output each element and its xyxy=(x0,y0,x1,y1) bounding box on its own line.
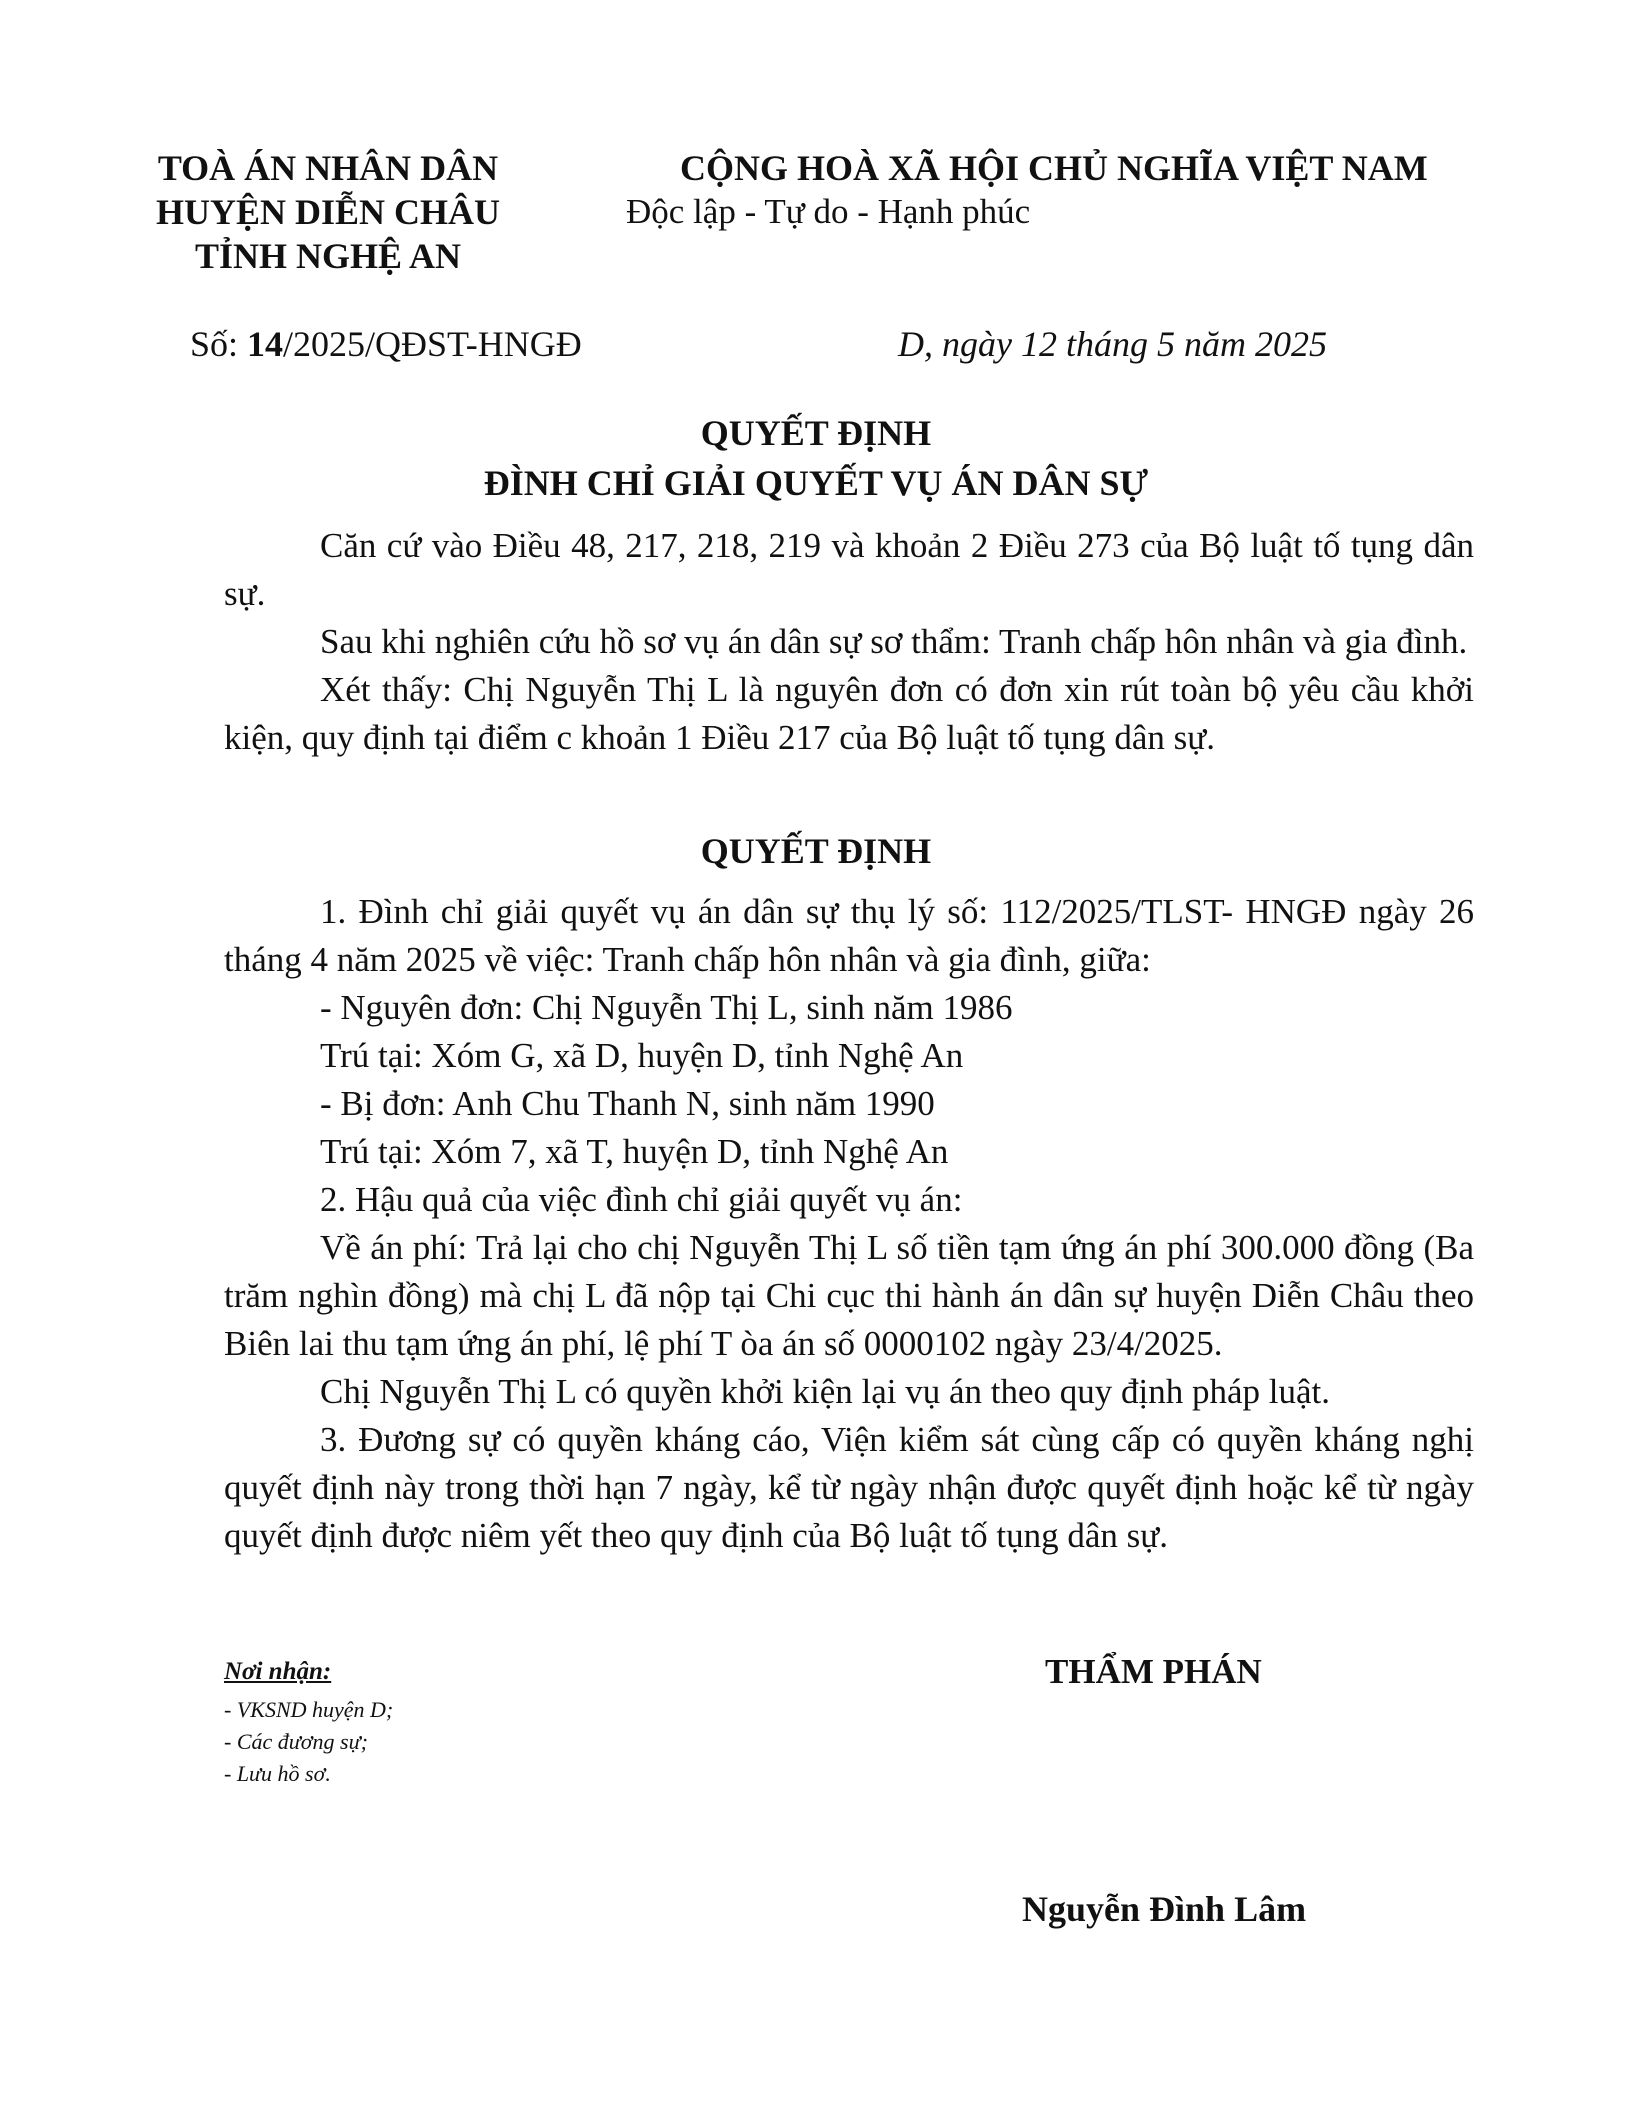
decision-heading: QUYẾT ĐỊNH xyxy=(700,831,932,871)
document-title: QUYẾT ĐỊNH xyxy=(700,413,932,453)
decision-number xyxy=(190,323,582,365)
decision-body xyxy=(224,888,1474,1560)
judge-name: Nguyễn Đình Lâm xyxy=(1022,1889,1307,1929)
preamble-legal-basis: Căn cứ vào Điều 48, 217, 218, 219 và khoản 2 Điều 273 của Bộ luật tố tụng dân sự. xyxy=(224,526,1474,613)
decision-date: D, ngày 12 tháng 5 năm 2025 xyxy=(898,324,1327,364)
nation-name: CỘNG HOÀ XÃ HỘI CHỦ NGHĨA VIỆT NAM xyxy=(680,148,1428,188)
court-header xyxy=(138,146,518,278)
defendant: - Bị đơn: Anh Chu Thanh N, sinh năm 1990 xyxy=(320,1084,935,1123)
recipients-list xyxy=(224,1694,393,1790)
preamble-case-review: Sau khi nghiên cứu hồ sơ vụ án dân sự sơ thẩm: Tranh chấp hôn nhân và gia đình. xyxy=(320,622,1468,661)
court-fee-paragraph: Về án phí: Trả lại cho chị Nguyễn Thị L số tiền tạm ứng án phí 300.000 đồng (Ba trăm nghìn đồng) mà chị L đã nộp tại Chi cục thi hành án dân sự huyện Diễn Châu theo Biên lai thu tạm ứng án phí, lệ phí T òa án số 0000102 ngày 23/4/2025. xyxy=(224,1228,1474,1363)
decision-number-suffix: /2025/QĐST-HNGĐ xyxy=(283,324,582,364)
nation-header xyxy=(560,146,1460,234)
judge-title: THẨM PHÁN xyxy=(1045,1652,1262,1691)
document-subtitle: ĐÌNH CHỈ GIẢI QUYẾT VỤ ÁN DÂN SỰ xyxy=(483,463,1149,503)
decision-number-value: 14 xyxy=(247,324,284,364)
recipient-item: - Lưu hồ sơ. xyxy=(224,1761,331,1786)
recipient-item: - VKSND huyện D; xyxy=(224,1697,394,1722)
right-to-refile: Chị Nguyễn Thị L có quyền khởi kiện lại vụ án theo quy định pháp luật. xyxy=(320,1372,1331,1411)
court-line-3: TỈNH NGHỆ AN xyxy=(194,236,462,276)
preamble-finding: Xét thấy: Chị Nguyễn Thị L là nguyên đơn có đơn xin rút toàn bộ yêu cầu khởi kiện, quy định tại điểm c khoản 1 Điều 217 của Bộ luật tố tụng dân sự. xyxy=(224,670,1474,757)
decision-number-prefix: Số: xyxy=(190,324,248,364)
decision-item-1: 1. Đình chỉ giải quyết vụ án dân sự thụ lý số: 112/2025/TLST- HNGĐ ngày 26 tháng 4 năm 2025 về việc: Tranh chấp hôn nhân và gia đình, giữa: xyxy=(224,892,1474,979)
recipient-item: - Các đương sự; xyxy=(224,1729,368,1754)
nation-motto: Độc lập - Tự do - Hạnh phúc xyxy=(626,192,1031,231)
court-line-2: HUYỆN DIỄN CHÂU xyxy=(155,192,501,232)
plaintiff-address: Trú tại: Xóm G, xã D, huyện D, tỉnh Nghệ An xyxy=(320,1036,964,1075)
recipients-title: Nơi nhận: xyxy=(224,1658,332,1685)
court-line-1: TOÀ ÁN NHÂN DÂN xyxy=(157,148,499,188)
decision-item-3: 3. Đương sự có quyền kháng cáo, Viện kiểm sát cùng cấp có quyền kháng nghị quyết định này trong thời hạn 7 ngày, kể từ ngày nhận được quyết định hoặc kể từ ngày quyết định được niêm yết theo quy định của Bộ luật tố tụng dân sự. xyxy=(224,1420,1474,1555)
plaintiff: - Nguyên đơn: Chị Nguyễn Thị L, sinh năm 1986 xyxy=(320,988,1013,1027)
preamble xyxy=(224,522,1474,762)
defendant-address: Trú tại: Xóm 7, xã T, huyện D, tỉnh Nghệ An xyxy=(320,1132,949,1171)
decision-item-2: 2. Hậu quả của việc đình chỉ giải quyết vụ án: xyxy=(320,1180,963,1219)
